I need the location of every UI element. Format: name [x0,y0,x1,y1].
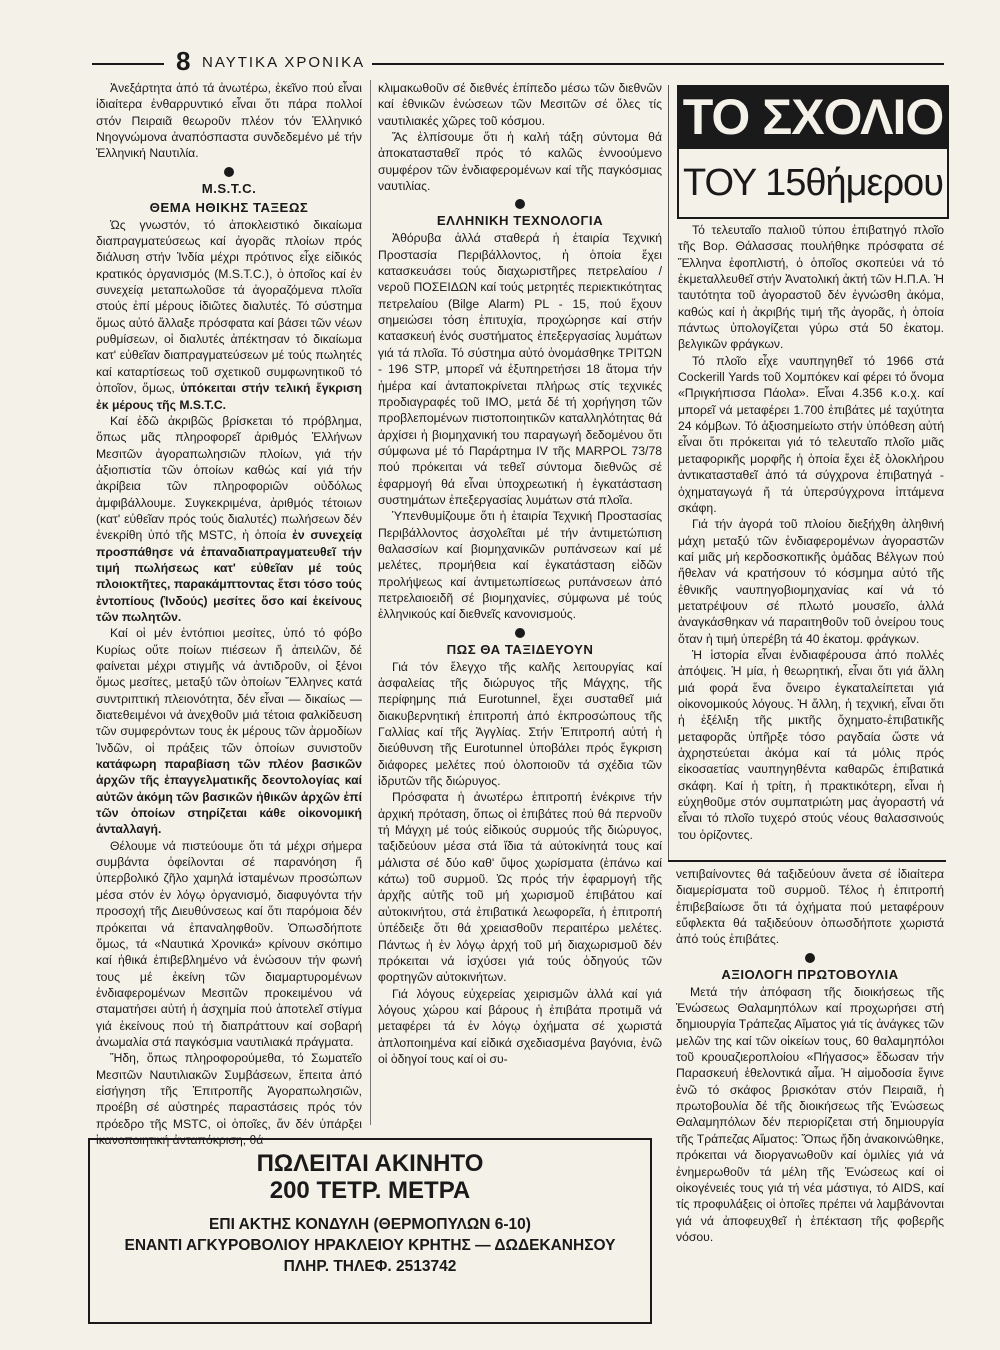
editorial-subtitle: ΤΟΥ 15θήμερου [683,162,943,204]
column-divider [370,80,371,1125]
text: Καί οἱ μέν ἐντόπιοι μεσίτες, ὑπό τό φόβο Κυρίως οὔτε ποίων πιέσεων ἤ ἀπειλῶν, δέ φαίνεται μέχρι στιγμῆς νά ἀντιδροῦν, οἱ ξένοι ὅμως μεσίτες, μεταξύ τῶν ὁποίων Ἕλληνες κατά συντριπτική πλειονότητα, δέν εἶναι — δικαίως — διατεθειμένοι νά ἀνεχθοῦν μιά τέτοια φαλκίδευση τῶν συμφερόντων τους ἐκ μέρους τῶν ἁρμοδίων Ἰνδῶν, οἱ πράξεις τῶν ὁποίων συνιστοῦν [96,626,362,755]
editorial-header-box [677,85,949,219]
section-heading: ΑΞΙΟΛΟΓΗ ΠΡΩΤΟΒΟΥΛΙΑ [721,966,899,982]
ad-address: ΕΠΙ ΑΚΤΗΣ ΚΟΝΔΥΛΗ (ΘΕΡΜΟΠΥΛΩΝ 6-10) [209,1216,531,1233]
header-rule-right [372,63,944,65]
article-column-3 [678,222,944,843]
section-heading: ΠΩΣ ΘΑ ΤΑΞΙΔΕΥΟΥΝ [446,641,594,657]
section-heading: ΘΕΜΑ ΗΘΙΚΗΣ ΤΑΞΕΩΣ [149,199,309,215]
paragraph: Θέλουμε νά πιστεύουμε ὅτι τά μέχρι σήμερα συμβάντα ὀφείλονται σέ παρανόηση ἤ ὑπερβολικό ζῆλο χαμηλά ἱσταμένων προσώπων μέσα στόν ἐν λόγῳ ὀργανισμό, διαφυγόντα τήν προσοχή τῆς Διευθύνσεως καί ὅτι παρόμοια δέν πρόκειται νά ἐπαναληφθοῦν. Ὁπωσδήποτε ὅμως, τά «Ναυτικά Χρονικά» κρίνουν σκόπιμο καί ἠθικά ἐπιβεβλημένο νά ἑνώσουν τήν φωνή τους μέ ἐκείνη τῶν διαμαρτυρομένων ἐνδιαφερομένων Μεσιτῶν προκειμένου νά σταματήσει αὐτή ἡ ἀσχημία πού ἀποτελεῖ στίγμα γιά ἐκείνους πού τή διαπράττουν καί σοβαρή ἀνωμαλία στά παγκόσμια ναυτιλιακά πράγματα. [96,838,362,1049]
paragraph: Μετά τήν ἀπόφαση τῆς διοικήσεως τῆς Ἑνώσεως Θαλαμηπόλων καί προχωρήσει στή δημιουργία Τράπεζας Αἵματος γιά τίς ἀνάγκες τῶν μελῶν της καί τῶν οἰκείων τους, 60 θαλαμηπόλοι τοῦ κρουαζιεροπλοίου «Πήγασος» ἔδωσαν τήν Παρασκευή ἐθελοντικά αἷμα. Ἡ αἱμοδοσία ἔγινε ἐνῶ τό σκάφος βρισκόταν στόν Πειραιᾶ, ἡ πρωτοβουλία δέ τῆς διοικήσεως τῆς Ἑνώσεως Θαλαμηπόλων δέν περιορίζεται στή δημιουργία τῆς Τράπεζας Αἵματος: Ὅπως ἤδη ἀνακοινώθηκε, πρόκειται νά διοργανωθοῦν καί ὁμιλίες γιά νά ἐνημερωθοῦν τά μέλη τῆς Ἑνώσεως καί οἱ οἰκογένειές τους γιά τή νέα μάστιγα, τό AIDS, καί τίς προφυλάξεις οἱ ὁποῖες πρέπει νά λαμβάνονται γιά νά ἀποφευχθεῖ ἡ ἐπέκταση τῆς φοβερῆς νόσου. [676,984,944,1244]
editorial-title: ΤΟ ΣΧΟΛΙΟ [679,87,947,149]
ad-phone: ΠΛΗΡ. ΤΗΛΕΦ. 2513742 [283,1258,457,1275]
paragraph [96,625,362,837]
bold-text: ὑπόκειται στήν τελική ἔγκριση ἐκ μέρους τῆς M.S.T.C. [96,381,362,412]
ad-headline: ΠΩΛΕΙΤΑΙ ΑΚΙΝΗΤΟ [256,1150,484,1177]
paragraph: Ἀθόρυβα ἀλλά σταθερά ἡ ἑταιρία Τεχνική Προστασία Περιβάλλοντος, ἡ ὁποία ἔχει κατασκευάσει τούς διαχωριστῆρες πετρελαίου / νεροῦ ΠΟΣΕΙΔΩΝ καί τούς μετρητές περιεκτικότητας πετρελαίου (Bilge Alarm) PL - 15, πού ἔχουν σημειώσει τόση ἐπιτυχία, προχώρησε καί στήν κατασκευή ἑνός συστήματος ἐπεξεργασίας λυμάτων γιά τά πλοῖα. Τό σύστημα αὐτό ὀνομάσθηκε ΤΡΙΤΩΝ - 196 STP, μπορεῖ νά ἐξυπηρετήσει 18 ἄτομα τήν ἡμέρα καί ἀνταποκρίνεται πλήρως στίς τεχνικές προδιαγραφές τοῦ IMO, μετά δέ τή χορήγηση τῶν προβλεπομένων πιστοποιητικῶν καταλληλότητας θά ἀρχίσει ἡ βιομηχανική του παραγωγή δεδομένου ὅτι σύμφωνα μέ τό Παράρτημα IV τῆς MARPOL 73/78 πού πρόκειται νά τεθεῖ σύντομα διεθνῶς σέ ἐφαρμογή θά εἶναι ὑποχρεωτική ἡ ἐγκατάσταση συστημάτων ἐπεξεργασίας λυμάτων στά πλοῖα. [378,231,662,507]
paragraph: κλιμακωθοῦν σέ διεθνές ἐπίπεδο μέσω τῶν διεθνῶν καί ἐθνικῶν ἑνώσεων τῶν Μεσιτῶν σέ ὅλες τίς ναυτιλιακές χῶρες τοῦ κόσμου. [378,81,662,128]
section-bullet [805,953,815,963]
section-heading: M.S.T.C. [201,180,257,196]
column-divider [668,85,669,860]
article-column-1 [96,80,362,1148]
paragraph: Πρόσφατα ἡ ἀνωτέρω ἐπιτροπή ἐνέκρινε τήν ἀρχική πρόταση, ὅπως οἱ ἐπιβάτες πού θά περνοῦν τή Μάγχη μέ τούς εἰδικούς συρμούς τῆς διώρυγος, ταξιδεύουν μέσα στά ἴδια τά αὐτοκίνητά τους καί μάλιστα σέ δύο καθ' ὕψος χωρίσματα (ἐπάνω καί κάτω) τοῦ συρμοῦ. Ὡς πρός τήν ἐφαρμογή τῆς ἀρχῆς αὐτῆς τοῦ μή χωρισμοῦ ἐπιβάτου καί αὐτοκινήτου, στά ἐπιβατικά λεωφορεῖα, ἡ ἐπιτροπή ὑπέδειξε ὅτι θά χρειασθοῦν περαιτέρω μελέτες. Πάντως ἡ ἐν λόγῳ ἀρχή τοῦ μή διαχωρισμοῦ δέν πρόκειται νά ἰσχύσει γιά τούς ὁδηγούς τῶν φορτηγῶν αὐτοκινήτων. [378,790,662,985]
paragraph: Ἡ ἱστορία εἶναι ἐνδιαφέρουσα ἀπό πολλές ἀπόψεις. Ἡ μία, ἡ θεωρητική, εἶναι ὅτι γιά ἄλλη μιά φορά ἕνα ὄνειρο ἐγκαταλείπεται γιά οἰκονομικούς λόγους. Ἡ ἄλλη, ἡ τεχνική, εἶναι ὅτι ἡ ἐξέλιξη τῆς μικτῆς ὄχηματο-ἐπιβατικῆς μεταφορᾶς ὑπῆρξε τόσο ραγδαία ὥστε νά ἀχρηστεύεται ἀκόμα καί τά μόλις πρός εἰκοσαετίας ναυπηγηθέντα καθαρῶς ἐπιβατικά σκάφη. Καί ἡ τρίτη, ἡ πρακτικότερη, εἶναι ἡ εὐχηθοῦμε στόν συμπατριώτη μας ἀγοραστή νά εἶναι τό πλοῖο τυχερό στούς νέους θαλασσινούς του ὁρίζοντες. [678,647,944,842]
text: Ὡς γνωστόν, τό ἀποκλειστικό δικαίωμα διαπραγματεύσεως καί ἀγορᾶς πλοίων πρός διάλυση στήν Ἰνδία μέχρι πρότινος εἶχε εἰδικός κρατικός ὀργανισμός (M.S.T.C.), ὁ ὁποῖος καί ἐν συνεχείᾳ μεταπωλοῦσε τά ἀγοραζόμενα πλοῖα στούς ἐπί μέρους ἰδιῶτες διαλυτές. Τό σύστημα ὅμως αὐτό ἄλλαξε πρόσφατα καί βάσει τῶν νέων ρυθμίσεων, οἱ διαλυτές ἀπέκτησαν τό δικαίωμα κατ' εὐθεῖαν διαπραγματεύσεων μέ τούς πωλητές καί καταρτίσεως τοῦ σχετικοῦ συμφωνητικοῦ τό ὁποῖον, ὅμως, [96,217,362,396]
paragraph: Ἀνεξάρτητα ἀπό τά ἀνωτέρω, ἐκεῖνο πού εἶναι ἰδιαίτερα ἐνθαρρυντικό εἶναι ὅτι πάρα πολλοί στόν Πειραιᾶ θεωροῦν πλέον τόν Ἑλληνικό Νηογνώμονα ἀναπόσπαστα συνδεδεμένο μέ τήν Ἑλληνική Ναυτιλία. [96,81,362,161]
editorial-border [668,860,946,862]
paragraph: Ὑπενθυμίζουμε ὅτι ἡ ἑταιρία Τεχνική Προστασίας Περιβάλλοντος ἀσχολεῖται μέ τήν ἀντιμετώπιση θαλασσίων καί βιομηχανικῶν ρυπάνσεων καί μέ μελέτες, προμήθεια καί ἐγκατάσταση εἰδῶν προλήψεως καί ἀντιμετωπίσεως ρυπάνσεων ἀπό πετρελαιοειδῆ σέ βιομηχανίες, σύμφωνα μέ τούς ἑλληνικούς καί διεθνεῖς κανονισμούς. [378,509,662,622]
paragraph: Τό τελευταῖο παλιοῦ τύπου ἐπιβατηγό πλοῖο τῆς Βορ. Θάλασσας πουλήθηκε πρόσφατα σέ Ἕλληνα ἐφοπλιστή, ὁ ὁποῖος σκοπεύει νά τό ἐκμεταλλευθεῖ στήν Ἀνατολική ἀκτή τῶν Η.Π.Α. Ἡ ταυτότητα τοῦ ἀγοραστοῦ δέν ἐγνώσθη ἀκόμα, καθώς καί ἡ ἀκριβής τιμή τῆς ἀγορᾶς, ἡ ὁποία πάντως ὑπολογίζεται γύρω στά 50 ἑκατομ. βελγικῶν φράγκων. [678,223,944,352]
article-column-3-bottom [676,866,944,1245]
bold-text: κατάφωρη παραβίαση τῶν πλέον βασικῶν ἀρχῶν τῆς ἐπαγγελματικῆς δεοντολογίας καί αὐτῶν ἀκόμη τῶν βασικῶν ἠθικῶν ἀρχῶν ἐπί τῶν ὁποίων στηρίζεται κάθε οἰκονομική ἀνταλλαγή. [96,757,362,837]
paragraph: Γιά λόγους εὐχερείας χειρισμῶν ἀλλά καί γιά λόγους χώρου καί βάρους ἡ ἐπιβάτα προτιμᾶ νά μεταφέρει τά ἐν λόγῳ ὀχήματα σέ χωριστά ἀπλοποιημένα καί εἰδικά σχεδιασμένα βαγόνια, ἐνῶ οἱ ὁδηγοί τους καί οἱ συ- [378,986,662,1066]
section-bullet [515,199,525,209]
paragraph [96,413,362,625]
publication-title: ΝΑΥΤΙΚΑ ΧΡΟΝΙΚΑ [202,54,366,71]
paragraph: Γιά τήν ἀγορά τοῦ πλοίου διεξήχθη ἀληθινή μάχη μεταξύ τῶν ἐνδιαφερομένων ἀγοραστῶν καί μιᾶς μή κερδοσκοπικῆς ὁμάδας Βέλγων πού ἤθελαν νά κρατήσουν τό κόσμημα αὐτό τῆς ἐθνικῆς ναυπηγοβιομηχανίας καί νά τό μετατρέψουν σέ πλωτό μουσεῖο, ἀλλά ἀναγκάσθηκαν νά παραιτηθοῦν τοῦ ὀνείρου τους ὅταν ἡ τιμή ὑπερέβη τά 40 ἑκατομ. φράγκων. [678,517,944,646]
article-column-2 [378,80,662,1067]
section-bullet [224,167,234,177]
paragraph: Ἤδη, ὅπως πληροφορούμεθα, τό Σωματεῖο Μεσιτῶν Ναυτιλιακῶν Συμβάσεων, ἔπειτα ἀπό εἰσήγηση τῆς Ἐπιτροπῆς Ἀγοραπωλησιῶν, προέβη σέ αὐστηρές παραστάσεις πρός τόν πρόεδρο τῆς MSTC, οἱ ὁποῖες, ἄν δέν ὑπάρξει ἱκανοποιητική ἀνταπόκριση, θά [96,1051,362,1147]
paragraph: Γιά τόν ἔλεγχο τῆς καλῆς λειτουργίας καί ἀσφαλείας τῆς διώρυγος τῆς Μάγχης, τῆς περίφημης πιά Eurotunnel, ἔχει συσταθεῖ μιά διακυβερνητική ἐπιτροπή ἀπό ἐκπροσώπους τῆς Γαλλίας καί τῆς Ἀγγλίας. Στήν Ἐπιτροπή αὐτή ἡ διεύθυνση τῆς Eurotunnel ὑποβάλει πρός ἔγκριση διάφορες μελέτες πού ὁλοποιοῦν τά σχέδια τῶν ἱδρυτῶν τῆς διώρυγος. [378,659,662,789]
bold-text: ἐν συνεχείᾳ προσπάθησε νά ἐπαναδιαπραγματευθεῖ τήν τιμή πωλήσεως κατ' εὐθεῖαν μέ τούς πλοιοκτῆτες, παρακάμπτοντας ἔτσι τόσο τούς ἐντοπίους (Ἰνδούς) μεσίτες ὅσο καί ἐκείνους τῶν πωλητῶν. [96,528,363,624]
page-number: 8 [176,46,191,76]
header-rule-left [92,63,164,65]
paragraph [96,217,362,413]
paragraph: Ἄς ἐλπίσουμε ὅτι ἡ καλή τάξη σύντομα θά ἀποκατασταθεῖ πρός τό καλῶς ἐννοούμενο συμφέρον τῶν ἐνδιαφερομένων καί τῆς παγκόσμιας ναυτιλίας. [378,130,662,194]
classified-ad [88,1138,652,1324]
ad-size: 200 ΤΕΤΡ. ΜΕΤΡΑ [269,1177,471,1204]
paragraph: Τό πλοῖο εἶχε ναυπηγηθεῖ τό 1966 στά Cockerill Yards τοῦ Χομπόκεν καί φέρει τό ὄνομα «Πριγκήπισσα Πάολα». Εἶναι 4.356 κ.ο.χ. καί μπορεῖ νά μεταφέρει 1.700 ἐπιβάτες μέ ταχύτητα 24 κόμβων. Τό ἀξιοσημείωτο στήν ὑπόθεση αὐτή εἶναι ὅτι πρόκειται γιά τό τελευταῖο πλοῖο μιᾶς μεταφορικῆς μορφῆς ἡ ὁποία ἔχει ἐξ ὁλοκλήρου ἀντικατασταθεῖ ἀπό τά σύγχρονα ἐπιβατηγά - ὀχηματαγωγά ἤ τά ὑπερσύγχρονα ἱπτάμενα σκάφη. [678,353,944,515]
section-heading: ΕΛΛΗΝΙΚΗ ΤΕΧΝΟΛΟΓΙΑ [436,213,604,229]
section-bullet [515,628,525,638]
text: Καί ἐδῶ ἀκριβῶς βρίσκεται τό πρόβλημα, ὅπως μᾶς πληροφορεῖ ἀριθμός Ἑλλήνων Μεσιτῶν ἀγοραπωλησιῶν πλοίων, γιά τήν ἀξιοπιστία τῶν ὁποίων καθώς καί γιά τήν ἀκρίβεια τῶν πληροφοριῶν οὐδόλως ἀμφιβάλλουμε. Συγκεκριμένα, ἀριθμός τέτοιων (κατ' εὐθεῖαν πρός τούς διαλυτές) πωλήσεων δέν ἐνεκρίθη ὑπό τῆς MSTC, ἡ ὁποία [96,413,362,543]
paragraph: νεπιβαίνοντες θά ταξιδεύουν ἄνετα σέ ἰδιαίτερα διαμερίσματα τοῦ συρμοῦ. Τέλος ἡ ἐπιτροπή ἐπιβεβαίωσε ὅτι τά ὀχήματα πού μεταφέρουν εὔφλεκτα θά ταξιδεύουν ὁπωσδήποτε χωριστά ἀπό τούς ἐπιβάτες. [676,867,944,947]
ad-location: ΕΝΑΝΤΙ ΑΓΚΥΡΟΒΟΛΙΟΥ ΗΡΑΚΛΕΙΟΥ ΚΡΗΤΗΣ — ΔΩΔΕΚΑΝΗΣΟΥ [124,1237,616,1254]
